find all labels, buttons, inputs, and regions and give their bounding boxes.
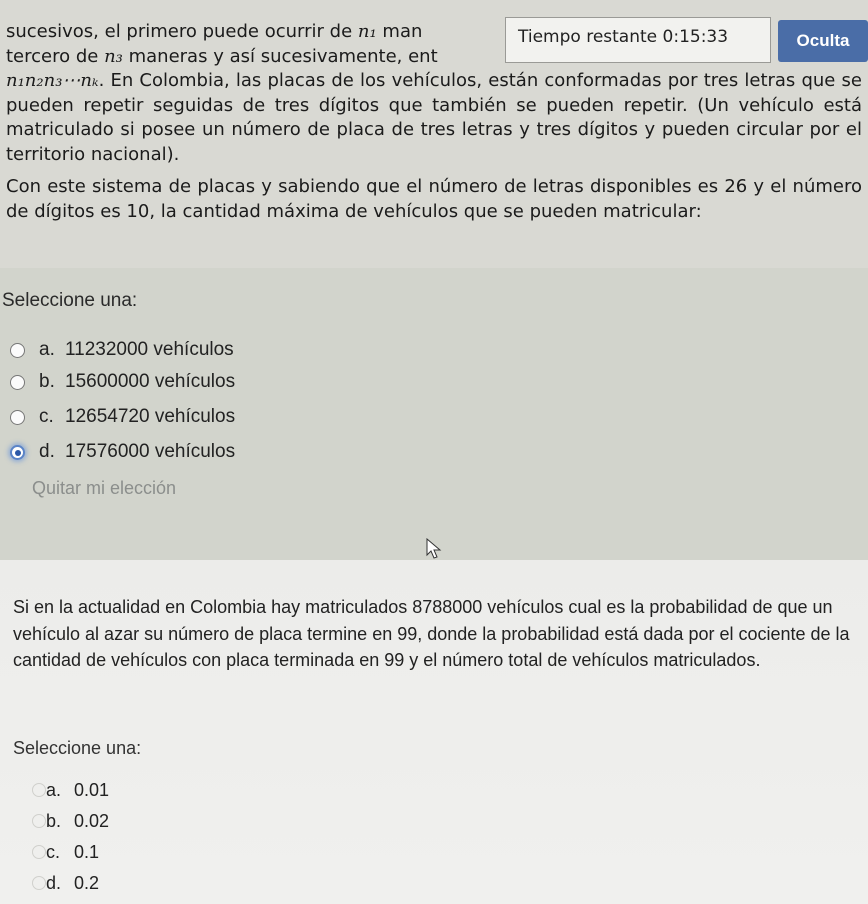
q2-option-d[interactable] <box>32 870 99 896</box>
q2-option-letter: c. <box>46 841 61 862</box>
q1-text-fragment: tercero de <box>6 45 105 67</box>
q2-option-letter: d. <box>46 872 62 893</box>
q1-math-product: n₁n₂n₃⋯nₖ <box>6 70 99 91</box>
q2-option-text: 0.2 <box>74 872 100 893</box>
time-remaining-label: Tiempo restante <box>518 27 658 47</box>
q1-option-letter: b. <box>39 371 55 392</box>
q1-option-a-radio[interactable] <box>10 343 25 358</box>
q1-text-fragment: maneras y así sucesivamente, ent <box>122 45 438 67</box>
q2-option-d-radio[interactable] <box>32 876 46 890</box>
time-remaining-box <box>505 17 771 63</box>
q1-select-label: Seleccione una: <box>2 290 138 311</box>
q2-option-text: 0.02 <box>74 810 110 831</box>
q1-option-b[interactable] <box>10 369 235 395</box>
question-2-text: Si en la actualidad en Colombia hay matriculados 8788000 vehículos cual es la probabilidad de que un vehículo al azar su número de placa termine en 99, donde la probabilidad está dada por el cociente de la cantidad de vehículos con placa terminada en 99 y el número total de vehículos matriculados. <box>13 597 850 670</box>
q2-option-b[interactable] <box>32 808 109 834</box>
mouse-pointer-icon <box>426 538 442 560</box>
q2-option-letter: b. <box>46 810 62 831</box>
q1-option-letter: c. <box>39 406 54 427</box>
q2-option-c-radio[interactable] <box>32 845 46 859</box>
q1-option-letter: d. <box>39 441 55 462</box>
q1-option-d-radio-selected[interactable] <box>10 445 25 460</box>
q1-text-fragment: sucesivos, el primero puede ocurrir de <box>6 21 358 42</box>
question-1-paragraph-2: Con este sistema de placas y sabiendo que el número de letras disponibles es 26 y el número de dígitos es 10, la cantidad máxima de vehículos que se pueden matricular: <box>6 176 862 222</box>
q1-option-d[interactable] <box>10 439 235 465</box>
q2-option-text: 0.1 <box>74 841 100 862</box>
q2-option-b-radio[interactable] <box>32 814 46 828</box>
q2-option-letter: a. <box>46 779 62 800</box>
q1-option-text: 11232000 vehículos <box>65 339 234 360</box>
q2-option-a[interactable] <box>32 777 109 803</box>
q1-option-text: 17576000 vehículos <box>65 441 236 462</box>
q2-option-c[interactable] <box>32 839 99 865</box>
clear-choice-link[interactable]: Quitar mi elección <box>32 478 177 498</box>
q1-option-a[interactable] <box>10 337 234 363</box>
q1-text-fragment: . En Colombia, las placas de los vehículos, están conformadas por tres letras que se pueden repetir seguidas de tres dígitos que también se pueden repetir. (Un vehículo está matriculado si posee un número de placa de tres letras y tres dígitos y pueden circular por el territorio nacional). <box>6 70 862 165</box>
q1-option-text: 15600000 vehículos <box>65 371 236 392</box>
q2-select-label: Seleccione una: <box>13 738 142 758</box>
hide-timer-button[interactable]: Oculta <box>778 20 868 62</box>
q1-math-n1: n₁ <box>357 21 377 42</box>
q1-text-fragment: man <box>376 21 423 42</box>
q2-option-a-radio[interactable] <box>32 783 46 797</box>
q2-option-text: 0.01 <box>74 779 110 800</box>
q1-math-n3: n₃ <box>104 45 123 67</box>
q1-option-b-radio[interactable] <box>10 375 25 390</box>
q1-option-c-radio[interactable] <box>10 410 25 425</box>
q1-option-text: 12654720 vehículos <box>65 406 236 427</box>
q1-option-letter: a. <box>39 339 55 360</box>
q1-option-c[interactable] <box>10 404 235 430</box>
time-remaining-value: 0:15:33 <box>662 27 729 47</box>
